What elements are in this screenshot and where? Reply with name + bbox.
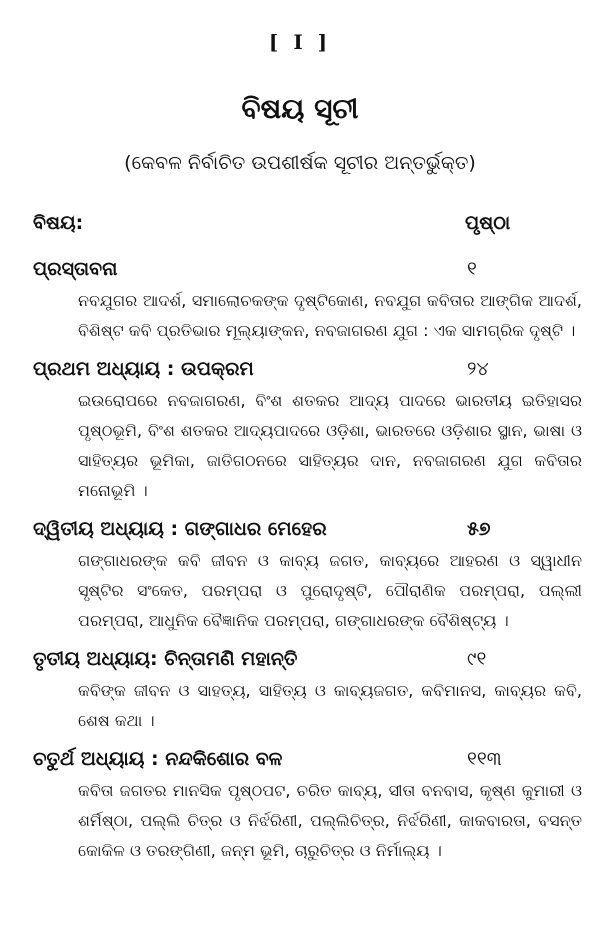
page-header: ପୃଷ୍ଠା (465, 212, 511, 234)
contents-section (33, 352, 582, 506)
section-topics: କବିଙ୍କ ଜୀବନ ଓ ସାହତ୍ୟ, ସାହିତ୍ୟ ଓ କାବ୍ୟଜଗତ, କବିମାନସ, କାବ୍ୟର କବି, ଶେଷ କଥା । (78, 681, 582, 730)
section-heading-row (33, 642, 582, 676)
section-topics: ଇଉରୋପରେ ନବଜାଗରଣ, ବିଂଶ ଶତକର ଆଦ୍ୟ ପାଦରେ ଭାରତୀୟ ଇତିହାସର ପୃଷ୍ଠଭୂମି, ବିଂଶ ଶତକର ଆଦ୍ୟପାଦରେ ଓଡ଼ିଶା, ଭାରତରେ ଓଡ଼ିଶାର ସ୍ଥାନ, ଭାଷା ଓ ସାହିତ୍ୟର ଭୂମିକା, ଜାତିଗଠନରେ ସାହିତ୍ୟର ଦାନ, ନବଜାଗରଣ ଯୁଗ କବିତାର ମନୋଭୂମି । (78, 391, 582, 500)
section-topics: ନବଯୁଗର ଆଦର୍ଶ, ସମାଲୋଚକଙ୍କ ଦୃଷ୍ଟିକୋଣ, ନବଯୁଗ କବିତାର ଆଙ୍ଗିକ ଆଦର୍ଶ, ବିଶିଷ୍ଟ କବି ପ୍ରତିଭାର ମୂଲ୍ୟାଙ୍କନ, ନବଜାଗରଣ ଯୁଗ : ଏକ ସାମଗ୍ରିକ ଦୃଷ୍ଟି । (78, 291, 582, 340)
section-page-number: ୫୭ (467, 518, 491, 540)
section-heading: ତୃତୀୟ ଅଧ୍ୟାୟ: ଚିନ୍ତାମଣି ମହାନ୍ତି (33, 648, 298, 670)
section-page-number: ୧୧୩ (467, 748, 502, 770)
section-heading: ପ୍ରଥମ ଅଧ୍ୟାୟ : ଉପକ୍ରମ (33, 358, 254, 380)
page-title: ବିଷୟ ସୂଚୀ (241, 92, 359, 125)
page-subtitle: (କେବଳ ନିର୍ବାଚିତ ଉପଶୀର୍ଷକ ସୂଚୀର ଅନ୍ତର୍ଭୁକ୍ତ) (124, 152, 476, 174)
contents-list (33, 252, 582, 872)
section-heading: ପ୍ରସ୍ତାବନା (33, 258, 118, 280)
section-heading: ଚତୁର୍ଥ ଅଧ୍ୟାୟ : ନନ୍ଦକିଶୋର ବଳ (33, 748, 283, 770)
section-topics: କବିତା ଜଗତର ମାନସିକ ପୃଷ୍ଠପଟ, ଚରିତ କାବ୍ୟ, ସୀତା ବନବାସ, କୃଷ୍ଣ କୁମାରୀ ଓ ଶର୍ମିଷ୍ଠା, ପଲ୍ଲି ଚିତ୍ର ଓ ନିର୍ଝରିଣୀ, ପଲ୍ଲିଚିତ୍ର, ନିର୍ଝରିଣୀ, କାକବାରତା, ବସନ୍ତ କୋକିଳ ଓ ତରଙ୍ଗିଣୀ, ଜନ୍ମ ଭୂମି, ଚାରୁଚିତ୍ର ଓ ନିର୍ମାଲ୍ୟ । (78, 781, 582, 860)
section-heading: ଦ୍ୱିତୀୟ ଅଧ୍ୟାୟ : ଗଙ୍ଗାଧର ମେହେର (33, 518, 327, 540)
section-heading-row (33, 742, 582, 776)
section-topics: ଗଙ୍ଗାଧରଙ୍କ କବି ଜୀବନ ଓ କାବ୍ୟ ଜଗତ, କାବ୍ୟରେ ଆହରଣ ଓ ସ୍ୱାଧୀନ ସୃଷ୍ଟିର ସଂକେତ, ପରମ୍ପରା ଓ ପୁରୋଦୃଷ୍ଟି, ପୌରାଣିକ ପରମ୍ପରା, ପଲ୍ଲୀ ପରମ୍ପରା, ଆଧୁନିକ ବୈଜ୍ଞାନିକ ପରମ୍ପରା, ଗଙ୍ଗାଧରଙ୍କ ବୈଶିଷ୍ଟ୍ୟ । (78, 551, 582, 630)
column-header (33, 212, 580, 234)
section-heading-row (33, 352, 582, 386)
subject-header: ବିଷୟ: (33, 212, 84, 234)
section-heading-row (33, 512, 582, 546)
contents-section (33, 512, 582, 636)
section-page-number: ୨୪ (467, 358, 489, 380)
contents-section (33, 252, 582, 346)
section-page-number: ୧ (467, 258, 477, 280)
section-page-number: ୯୧ (467, 648, 487, 670)
contents-section (33, 642, 582, 736)
page-number: [ I ] (268, 30, 332, 54)
section-heading-row (33, 252, 582, 286)
contents-section (33, 742, 582, 866)
